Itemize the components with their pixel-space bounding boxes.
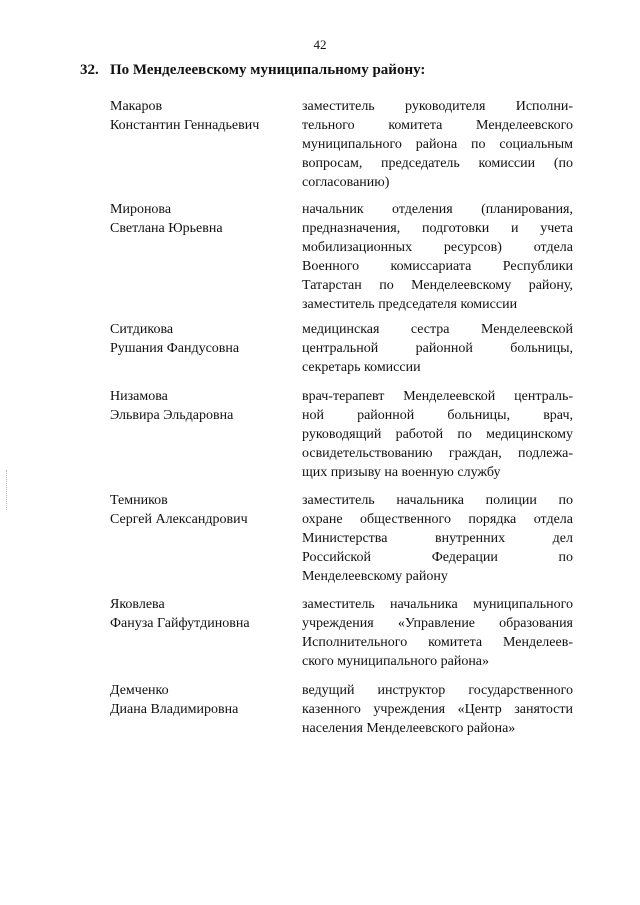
member-given-names: Константин Геннадьевич — [110, 118, 260, 133]
margin-mark — [6, 470, 9, 510]
role-line: согласованию) — [302, 175, 390, 190]
role-line: ной районной больницы, врач, — [302, 408, 573, 423]
role-line: секретарь комиссии — [302, 360, 421, 375]
role-line: Татарстан по Менделеевскому району, — [302, 278, 573, 293]
role-line: Исполнительного комитета Менделеев- — [302, 635, 573, 650]
section-number: 32. — [80, 62, 99, 78]
role-line: Российской Федерации по — [302, 550, 573, 565]
member-name — [110, 320, 290, 358]
member-surname: Темников — [110, 493, 168, 508]
role-line: врач-терапевт Менделеевской централь- — [302, 389, 573, 404]
role-line: казенного учреждения «Центр занятости — [302, 702, 573, 717]
role-line: щих призыву на военную службу — [302, 465, 501, 480]
role-line: заместитель руководителя Исполни- — [302, 99, 573, 114]
role-line: медицинская сестра Менделеевской — [302, 322, 573, 337]
member-surname: Миронова — [110, 202, 172, 217]
member-name — [110, 97, 290, 135]
member-role — [302, 681, 573, 738]
member-name — [110, 387, 290, 425]
role-line: муниципального района по социальным — [302, 137, 573, 152]
role-line: начальник отделения (планирования, — [302, 202, 573, 217]
role-line: мобилизационных ресурсов) отдела — [302, 240, 573, 255]
member-role — [302, 97, 573, 192]
member-given-names: Фануза Гайфутдиновна — [110, 616, 250, 631]
role-line: заместитель начальника полиции по — [302, 493, 573, 508]
role-line: освидетельствованию граждан, подлежа- — [302, 446, 573, 461]
member-given-names: Эльвира Эльдаровна — [110, 408, 234, 423]
member-surname: Демченко — [110, 683, 169, 698]
member-name — [110, 200, 290, 238]
role-line: руководящий работой по медицинскому — [302, 427, 573, 442]
member-given-names: Светлана Юрьевна — [110, 221, 223, 236]
page-number: 42 — [313, 37, 327, 52]
role-line: предназначения, подготовки и учета — [302, 221, 573, 236]
member-surname: Ситдикова — [110, 322, 174, 337]
role-line: центральной районной больницы, — [302, 341, 573, 356]
member-surname: Макаров — [110, 99, 163, 114]
member-role — [302, 200, 573, 314]
member-role — [302, 387, 573, 482]
role-line: ведущий инструктор государственного — [302, 683, 573, 698]
member-given-names: Сергей Александрович — [110, 512, 248, 527]
member-role — [302, 595, 573, 671]
role-line: учреждения «Управление образования — [302, 616, 573, 631]
role-line: ского муниципального района» — [302, 654, 490, 669]
role-line: Министерства внутренних дел — [302, 531, 573, 546]
member-given-names: Диана Владимировна — [110, 702, 239, 717]
role-line: тельного комитета Менделеевского — [302, 118, 573, 133]
member-name — [110, 491, 290, 529]
role-line: населения Менделеевского района» — [302, 721, 516, 736]
role-line: Менделеевскому району — [302, 569, 448, 584]
role-line: охране общественного порядка отдела — [302, 512, 573, 527]
role-line: заместитель начальника муниципального — [302, 597, 573, 612]
member-given-names: Рушания Фандусовна — [110, 341, 240, 356]
section-title: По Менделеевскому муниципальному району: — [110, 62, 426, 78]
section-heading — [80, 62, 425, 79]
member-name — [110, 681, 290, 719]
member-role — [302, 491, 573, 586]
member-name — [110, 595, 290, 633]
member-role — [302, 320, 573, 377]
member-surname: Низамова — [110, 389, 168, 404]
role-line: вопросам, председатель комиссии (по — [302, 156, 573, 171]
role-line: заместитель председателя комиссии — [302, 297, 518, 312]
role-line: Военного комиссариата Республики — [302, 259, 573, 274]
member-surname: Яковлева — [110, 597, 165, 612]
